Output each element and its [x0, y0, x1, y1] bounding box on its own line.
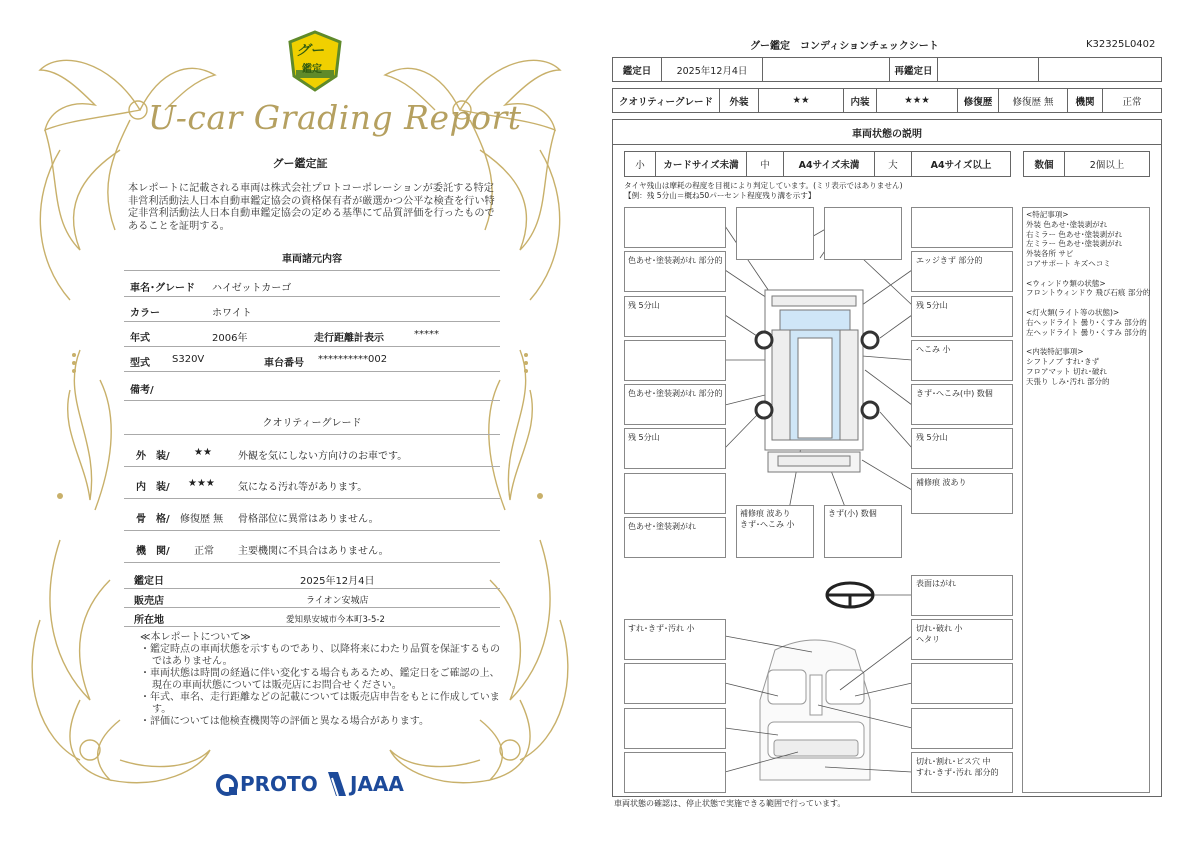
- special-note-line: シフトノブ すれ･きず: [1026, 356, 1100, 366]
- ext-label-l5: 色あせ･塗装剥がれ: [628, 522, 696, 531]
- name-value: ハイゼットカーゴ: [212, 283, 292, 294]
- size-mid: 中: [747, 152, 784, 176]
- ext-label-l2: 残 5分山: [628, 301, 660, 310]
- reappraisal-label: 再鑑定日: [890, 58, 938, 81]
- ext-label-b1a: 補修痕 波あり: [740, 509, 791, 518]
- ext-label-b2: きず(小) 数個: [828, 509, 877, 518]
- note-item: ・車両状態は時間の経過に伴い変化する場合もあるため、鑑定日をご確認の上、現在の車両状態については販売店にお問合せください。: [140, 668, 500, 691]
- ext-label-r5: 残 5分山: [916, 433, 948, 442]
- note-item: ・年式、車名、走行距離などの記載については販売店申告をもとに作成しています。: [140, 692, 500, 715]
- grade-repair-value: 修復歴 無: [999, 89, 1068, 112]
- special-note-line: <ウィンドウ類の状態>: [1026, 278, 1106, 288]
- date-value: 2025年12月4日: [662, 58, 763, 81]
- quality-ext-value: ★★: [194, 447, 212, 458]
- appraisal-date-label: 鑑定日: [134, 576, 164, 587]
- count-label: 数個: [1024, 152, 1065, 176]
- badge-label: 鑑定: [302, 64, 322, 75]
- grade-int-label: 内装: [844, 89, 877, 112]
- ext-label-l4: 残 5分山: [628, 433, 660, 442]
- note-item: ・評価については他検査機関等の評価と異なる場合があります。: [140, 716, 429, 727]
- size-small: 小: [625, 152, 656, 176]
- quality-engine-value: 正常: [194, 546, 214, 557]
- dealer-value: ライオン安城店: [306, 596, 369, 606]
- quality-engine-desc: 主要機関に不具合はありません。: [238, 546, 389, 557]
- steering-wheel-icon: [827, 583, 873, 607]
- special-note-line: 右ヘッドライト 曇り･くすみ 部分的: [1026, 317, 1147, 327]
- appraisal-date-value: 2025年12月4日: [300, 576, 375, 587]
- int-label-l1: すれ･きず･汚れ 小: [628, 624, 695, 633]
- model-value: S320V: [172, 354, 205, 365]
- grade-ext-label: 外装: [720, 89, 759, 112]
- ext-label-r1: エッジきず 部分的: [916, 256, 983, 265]
- name-label: 車名･グレード: [130, 283, 195, 294]
- grade-engine-label: 機関: [1068, 89, 1103, 112]
- badge-brand: グー: [296, 43, 324, 59]
- size-small-desc: カードサイズ未満: [656, 152, 747, 176]
- mileage-value: *****: [414, 329, 439, 340]
- address-value: 愛知県安城市今本町3-5-2: [286, 615, 385, 625]
- special-note-line: 右ミラー 色あせ･塗装剥がれ: [1026, 229, 1123, 239]
- int-label-r2b: すれ･きず･汚れ 部分的: [916, 768, 999, 777]
- special-note-line: [1026, 298, 1150, 308]
- color-label: カラー: [130, 308, 160, 319]
- section-title: 車両状態の説明: [612, 119, 1162, 145]
- ext-label-r3: へこみ 小: [916, 345, 951, 354]
- tire-note-2: 【例：残 5分山＝概ね50パーセント程度残り溝を示す】: [624, 191, 816, 200]
- special-note-line: フロントウィンドウ 飛び石痕 部分的: [1026, 288, 1151, 298]
- special-notes: [1026, 210, 1150, 386]
- special-note-line: <特記事項>: [1026, 210, 1069, 219]
- year-label: 年式: [130, 333, 150, 344]
- special-note-line: <灯火類(ライト等の状態)>: [1026, 307, 1120, 317]
- sheet-title: グー鑑定 コンディションチェックシート: [750, 41, 939, 52]
- ext-label-r6: 補修痕 波あり: [916, 478, 967, 487]
- color-value: ホワイト: [212, 308, 252, 319]
- spec-title: 車両諸元内容: [282, 254, 342, 265]
- special-note-line: 外装各所 サビ: [1026, 249, 1074, 259]
- script-title: U-car Grading Report: [148, 98, 522, 137]
- certification-text: 本レポートに記載される車両は株式会社プロトコーポレーションが委託する特定非営利活動法人日本自動車鑑定協会の資格保有者が厳選かつ公平な検査を行い特定非営利活動法人日本自動車鑑定協会の定める基準にて品質評価を行ったものであることを証明する。: [128, 183, 495, 232]
- proto-logo-text: PROTO: [240, 772, 318, 796]
- grade-ext-value: ★★: [759, 89, 844, 112]
- ext-label-l1: 色あせ･塗装剥がれ 部分的: [628, 256, 723, 265]
- grade-repair-label: 修復歴: [958, 89, 999, 112]
- cert-title: グー鑑定証: [272, 157, 328, 170]
- quality-int-value: ★★★: [188, 478, 215, 489]
- mileage-label: 走行距離計表示: [314, 333, 384, 344]
- int-label-r1a: 切れ･破れ 小: [916, 624, 963, 633]
- note-item: ・鑑定時点の車両状態を示すものであり、以降将来にわたり品質を保証するものではありません。: [140, 644, 500, 667]
- quality-frame-desc: 骨格部位に異常はありません。: [238, 514, 379, 525]
- int-label-wheel: 表面はがれ: [916, 579, 956, 588]
- size-mid-desc: A4サイズ未満: [784, 152, 875, 176]
- year-value: 2006年: [212, 333, 248, 344]
- quality-ext-desc: 外観を気にしない方向けのお車です。: [238, 451, 408, 462]
- remarks-label: 備考/: [130, 385, 154, 396]
- model-label: 型式: [130, 358, 150, 369]
- quality-frame-label: 骨 格/: [136, 514, 170, 525]
- quality-ext-label: 外 装/: [136, 451, 170, 462]
- special-note-line: 天張り しみ･汚れ 部分的: [1026, 376, 1110, 386]
- date-label: 鑑定日: [613, 58, 662, 81]
- ext-label-r4: きず･へこみ(中) 数個: [916, 389, 993, 398]
- address-label: 所在地: [134, 615, 164, 626]
- quality-int-label: 内 装/: [136, 482, 170, 493]
- grade-label: クオリティーグレード: [613, 89, 720, 112]
- report-notes: [140, 632, 500, 728]
- special-note-line: <内装特記事項>: [1026, 347, 1084, 357]
- quality-engine-label: 機 関/: [136, 546, 170, 557]
- dealer-label: 販売店: [134, 596, 164, 607]
- quality-title: クオリティーグレード: [262, 418, 362, 429]
- quality-int-desc: 気になる汚れ等があります。: [238, 482, 368, 493]
- tire-note-1: タイヤ残山は摩耗の程度を目視により判定しています。(ミリ表示ではありません): [624, 181, 903, 190]
- ext-label-r2: 残 5分山: [916, 301, 948, 310]
- int-label-r2a: 切れ･割れ･ビス穴 中: [916, 757, 991, 766]
- special-note-line: [1026, 337, 1150, 347]
- ext-label-l3: 色あせ･塗装剥がれ 部分的: [628, 389, 723, 398]
- special-note-line: 左ヘッドライト 曇り･くすみ 部分的: [1026, 327, 1147, 337]
- condition-check-sheet: [600, 0, 1200, 848]
- grade-int-value: ★★★: [877, 89, 958, 112]
- sheet-footer: 車両状態の確認は、停止状態で実施できる範囲で行っています。: [614, 799, 846, 808]
- count-desc: 2個以上: [1089, 160, 1125, 171]
- jaaa-logo-text: JAAA: [350, 772, 404, 796]
- jaaa-logo-icon: [326, 770, 348, 798]
- special-note-line: 外装 色あせ･塗装剥がれ: [1026, 219, 1108, 229]
- chassis-label: 車台番号: [264, 358, 304, 369]
- notes-title: ≪本レポートについて≫: [140, 632, 251, 643]
- quality-frame-value: 修復歴 無: [180, 514, 224, 525]
- size-large: 大: [875, 152, 912, 176]
- ext-label-b1b: きず･へこみ 小: [740, 520, 795, 529]
- size-large-desc: A4サイズ以上: [930, 160, 992, 171]
- special-note-line: [1026, 269, 1150, 279]
- special-note-line: 左ミラー 色あせ･塗装剥がれ: [1026, 239, 1123, 249]
- special-note-line: コアサポート キズヘコミ: [1026, 258, 1111, 268]
- chassis-value: **********002: [318, 354, 388, 365]
- sheet-code: K32325L0402: [1086, 39, 1156, 50]
- proto-logo-icon: [215, 773, 239, 797]
- int-label-r1b: ヘタリ: [916, 635, 940, 644]
- grade-engine-value: 正常: [1122, 96, 1142, 108]
- special-note-line: フロアマット 切れ･破れ: [1026, 366, 1107, 376]
